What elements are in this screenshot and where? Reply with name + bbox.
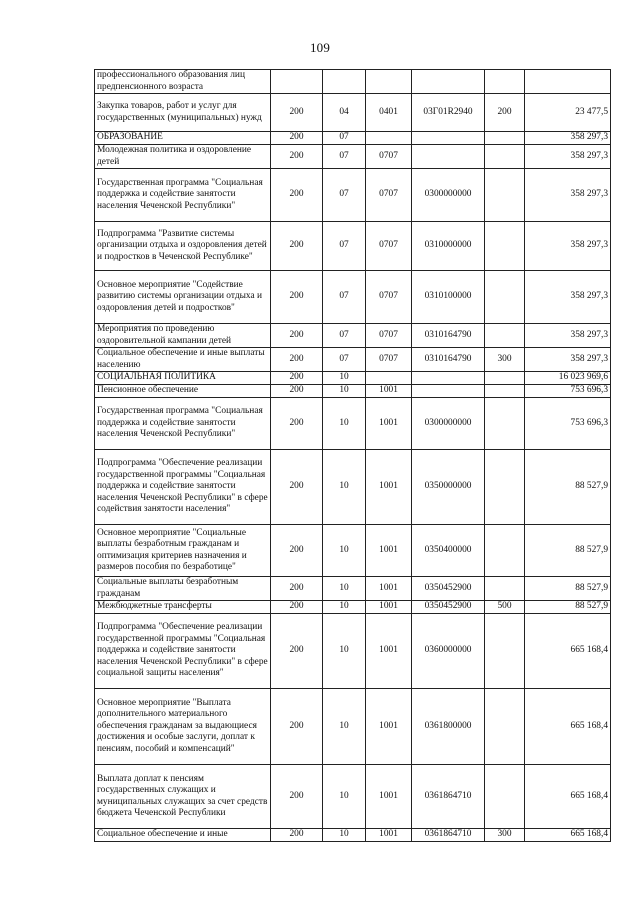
- expense-type-cell: [485, 222, 525, 271]
- amount-cell: 665 168,4: [525, 765, 611, 829]
- subsection-cell: 1001: [366, 450, 412, 525]
- expense-type-cell: [485, 765, 525, 829]
- expense-type-cell: [485, 372, 525, 385]
- row-name-cell: Межбюджетные трансферты: [95, 601, 271, 614]
- target-article-cell: [412, 70, 485, 94]
- amount-cell: [525, 70, 611, 94]
- target-article-cell: 0350000000: [412, 450, 485, 525]
- row-name-cell: Закупка товаров, работ и услуг для государственных (муниципальных) нужд: [95, 94, 271, 132]
- subsection-cell: [366, 372, 412, 385]
- grbs-cell: 200: [271, 94, 323, 132]
- table-row: [95, 385, 611, 398]
- grbs-cell: 200: [271, 601, 323, 614]
- target-article-cell: 0350400000: [412, 525, 485, 577]
- subsection-cell: 1001: [366, 385, 412, 398]
- expense-type-cell: [485, 398, 525, 450]
- grbs-cell: 200: [271, 765, 323, 829]
- row-name-cell: профессионального образования лиц предпенсионного возраста: [95, 70, 271, 94]
- table-row: [95, 70, 611, 94]
- row-name-cell: ОБРАЗОВАНИЕ: [95, 132, 271, 145]
- expense-type-cell: [485, 132, 525, 145]
- subsection-cell: [366, 132, 412, 145]
- grbs-cell: 200: [271, 132, 323, 145]
- subsection-cell: 0707: [366, 145, 412, 169]
- grbs-cell: 200: [271, 348, 323, 372]
- amount-cell: 88 527,9: [525, 601, 611, 614]
- row-name-cell: Государственная программа "Социальная поддержка и содействие занятости населения Чеченской Республики": [95, 398, 271, 450]
- section-cell: 07: [323, 145, 366, 169]
- budget-table-body: [95, 70, 611, 842]
- row-name-cell: Подпрограмма "Развитие системы организации отдыха и оздоровления детей и подростков в Чеченской Республике": [95, 222, 271, 271]
- subsection-cell: 0401: [366, 94, 412, 132]
- expense-type-cell: [485, 614, 525, 689]
- amount-cell: 358 297,3: [525, 132, 611, 145]
- amount-cell: 358 297,3: [525, 324, 611, 348]
- table-row: [95, 145, 611, 169]
- subsection-cell: 1001: [366, 577, 412, 601]
- section-cell: 10: [323, 385, 366, 398]
- target-article-cell: [412, 372, 485, 385]
- target-article-cell: [412, 132, 485, 145]
- amount-cell: 753 696,3: [525, 398, 611, 450]
- section-cell: 10: [323, 577, 366, 601]
- subsection-cell: [366, 70, 412, 94]
- table-row: [95, 372, 611, 385]
- subsection-cell: 0707: [366, 169, 412, 222]
- section-cell: [323, 70, 366, 94]
- row-name-cell: Пенсионное обеспечение: [95, 385, 271, 398]
- subsection-cell: 1001: [366, 601, 412, 614]
- expense-type-cell: [485, 525, 525, 577]
- target-article-cell: 03Г01R2940: [412, 94, 485, 132]
- grbs-cell: 200: [271, 525, 323, 577]
- amount-cell: 88 527,9: [525, 525, 611, 577]
- subsection-cell: 0707: [366, 348, 412, 372]
- grbs-cell: 200: [271, 689, 323, 765]
- amount-cell: 358 297,3: [525, 169, 611, 222]
- row-name-cell: Социальные выплаты безработным гражданам: [95, 577, 271, 601]
- row-name-cell: Государственная программа "Социальная поддержка и содействие занятости населения Чеченской Республики": [95, 169, 271, 222]
- subsection-cell: 0707: [366, 324, 412, 348]
- section-cell: 10: [323, 525, 366, 577]
- expense-type-cell: 500: [485, 601, 525, 614]
- row-name-cell: Подпрограмма "Обеспечение реализации государственной программы "Социальная поддержка и содействие занятости населения Чеченской Республики" в сфере социальной защиты населения": [95, 614, 271, 689]
- target-article-cell: 0310164790: [412, 348, 485, 372]
- subsection-cell: 1001: [366, 614, 412, 689]
- target-article-cell: 0300000000: [412, 398, 485, 450]
- subsection-cell: 1001: [366, 765, 412, 829]
- target-article-cell: [412, 385, 485, 398]
- row-name-cell: Подпрограмма "Обеспечение реализации государственной программы "Социальная поддержка и содействие занятости населения Чеченской Республики" в сфере содействия занятости населения": [95, 450, 271, 525]
- row-name-cell: Социальное обеспечение и иные выплаты населению: [95, 348, 271, 372]
- budget-table: [94, 69, 611, 842]
- target-article-cell: 0361800000: [412, 689, 485, 765]
- table-row: [95, 169, 611, 222]
- target-article-cell: 0310100000: [412, 271, 485, 324]
- row-name-cell: Выплата доплат к пенсиям государственных служащих и муниципальных служащих за счет средств бюджета Чеченской Республики: [95, 765, 271, 829]
- row-name-cell: СОЦИАЛЬНАЯ ПОЛИТИКА: [95, 372, 271, 385]
- amount-cell: 358 297,3: [525, 271, 611, 324]
- row-name-cell: Основное мероприятие "Содействие развитию системы организации отдыха и оздоровления детей и подростков": [95, 271, 271, 324]
- amount-cell: 358 297,3: [525, 348, 611, 372]
- section-cell: 07: [323, 222, 366, 271]
- grbs-cell: 200: [271, 222, 323, 271]
- grbs-cell: 200: [271, 577, 323, 601]
- expense-type-cell: [485, 169, 525, 222]
- grbs-cell: 200: [271, 614, 323, 689]
- table-row: [95, 132, 611, 145]
- grbs-cell: 200: [271, 372, 323, 385]
- amount-cell: 88 527,9: [525, 577, 611, 601]
- grbs-cell: 200: [271, 271, 323, 324]
- table-row: [95, 271, 611, 324]
- grbs-cell: 200: [271, 324, 323, 348]
- grbs-cell: 200: [271, 398, 323, 450]
- target-article-cell: 0350452900: [412, 601, 485, 614]
- table-row: [95, 577, 611, 601]
- section-cell: 07: [323, 324, 366, 348]
- table-row: [95, 222, 611, 271]
- table-row: [95, 348, 611, 372]
- table-row: [95, 689, 611, 765]
- amount-cell: 753 696,3: [525, 385, 611, 398]
- target-article-cell: 0361864710: [412, 829, 485, 842]
- section-cell: 07: [323, 348, 366, 372]
- amount-cell: 665 168,4: [525, 689, 611, 765]
- row-name-cell: Молодежная политика и оздоровление детей: [95, 145, 271, 169]
- row-name-cell: Основное мероприятие "Социальные выплаты безработным гражданам и оптимизация критериев назначения и размеров пособия по безработице": [95, 525, 271, 577]
- target-article-cell: 0360000000: [412, 614, 485, 689]
- table-row: [95, 601, 611, 614]
- row-name-cell: Основное мероприятие "Выплата дополнительного материального обеспечения гражданам за выдающиеся достижения и особые заслуги, доплат к пенсиям, пособий и компенсаций": [95, 689, 271, 765]
- amount-cell: 665 168,4: [525, 829, 611, 842]
- target-article-cell: 0310164790: [412, 324, 485, 348]
- expense-type-cell: 300: [485, 829, 525, 842]
- section-cell: 10: [323, 398, 366, 450]
- amount-cell: 358 297,3: [525, 222, 611, 271]
- expense-type-cell: [485, 70, 525, 94]
- grbs-cell: 200: [271, 169, 323, 222]
- row-name-cell: Мероприятия по проведению оздоровительной кампании детей: [95, 324, 271, 348]
- section-cell: 10: [323, 614, 366, 689]
- table-row: [95, 765, 611, 829]
- table-row: [95, 525, 611, 577]
- amount-cell: 358 297,3: [525, 145, 611, 169]
- table-row: [95, 829, 611, 842]
- subsection-cell: 0707: [366, 222, 412, 271]
- subsection-cell: 1001: [366, 829, 412, 842]
- grbs-cell: 200: [271, 829, 323, 842]
- grbs-cell: 200: [271, 145, 323, 169]
- table-row: [95, 614, 611, 689]
- row-name-cell: Социальное обеспечение и иные: [95, 829, 271, 842]
- expense-type-cell: [485, 385, 525, 398]
- section-cell: 10: [323, 601, 366, 614]
- section-cell: 04: [323, 94, 366, 132]
- subsection-cell: 1001: [366, 398, 412, 450]
- subsection-cell: 1001: [366, 689, 412, 765]
- subsection-cell: 0707: [366, 271, 412, 324]
- amount-cell: 665 168,4: [525, 614, 611, 689]
- section-cell: 10: [323, 450, 366, 525]
- expense-type-cell: 300: [485, 348, 525, 372]
- section-cell: 10: [323, 689, 366, 765]
- subsection-cell: 1001: [366, 525, 412, 577]
- table-row: [95, 94, 611, 132]
- target-article-cell: 0310000000: [412, 222, 485, 271]
- section-cell: 07: [323, 271, 366, 324]
- grbs-cell: 200: [271, 385, 323, 398]
- section-cell: 07: [323, 169, 366, 222]
- table-row: [95, 324, 611, 348]
- target-article-cell: [412, 145, 485, 169]
- expense-type-cell: [485, 450, 525, 525]
- page-number: 109: [309, 40, 331, 55]
- section-cell: 10: [323, 829, 366, 842]
- section-cell: 10: [323, 372, 366, 385]
- table-row: [95, 450, 611, 525]
- target-article-cell: 0300000000: [412, 169, 485, 222]
- expense-type-cell: [485, 324, 525, 348]
- target-article-cell: 0361864710: [412, 765, 485, 829]
- expense-type-cell: [485, 689, 525, 765]
- expense-type-cell: [485, 145, 525, 169]
- target-article-cell: 0350452900: [412, 577, 485, 601]
- amount-cell: 16 023 969,6: [525, 372, 611, 385]
- table-row: [95, 398, 611, 450]
- amount-cell: 88 527,9: [525, 450, 611, 525]
- grbs-cell: 200: [271, 450, 323, 525]
- section-cell: 07: [323, 132, 366, 145]
- expense-type-cell: [485, 271, 525, 324]
- amount-cell: 23 477,5: [525, 94, 611, 132]
- expense-type-cell: [485, 577, 525, 601]
- expense-type-cell: 200: [485, 94, 525, 132]
- section-cell: 10: [323, 765, 366, 829]
- grbs-cell: [271, 70, 323, 94]
